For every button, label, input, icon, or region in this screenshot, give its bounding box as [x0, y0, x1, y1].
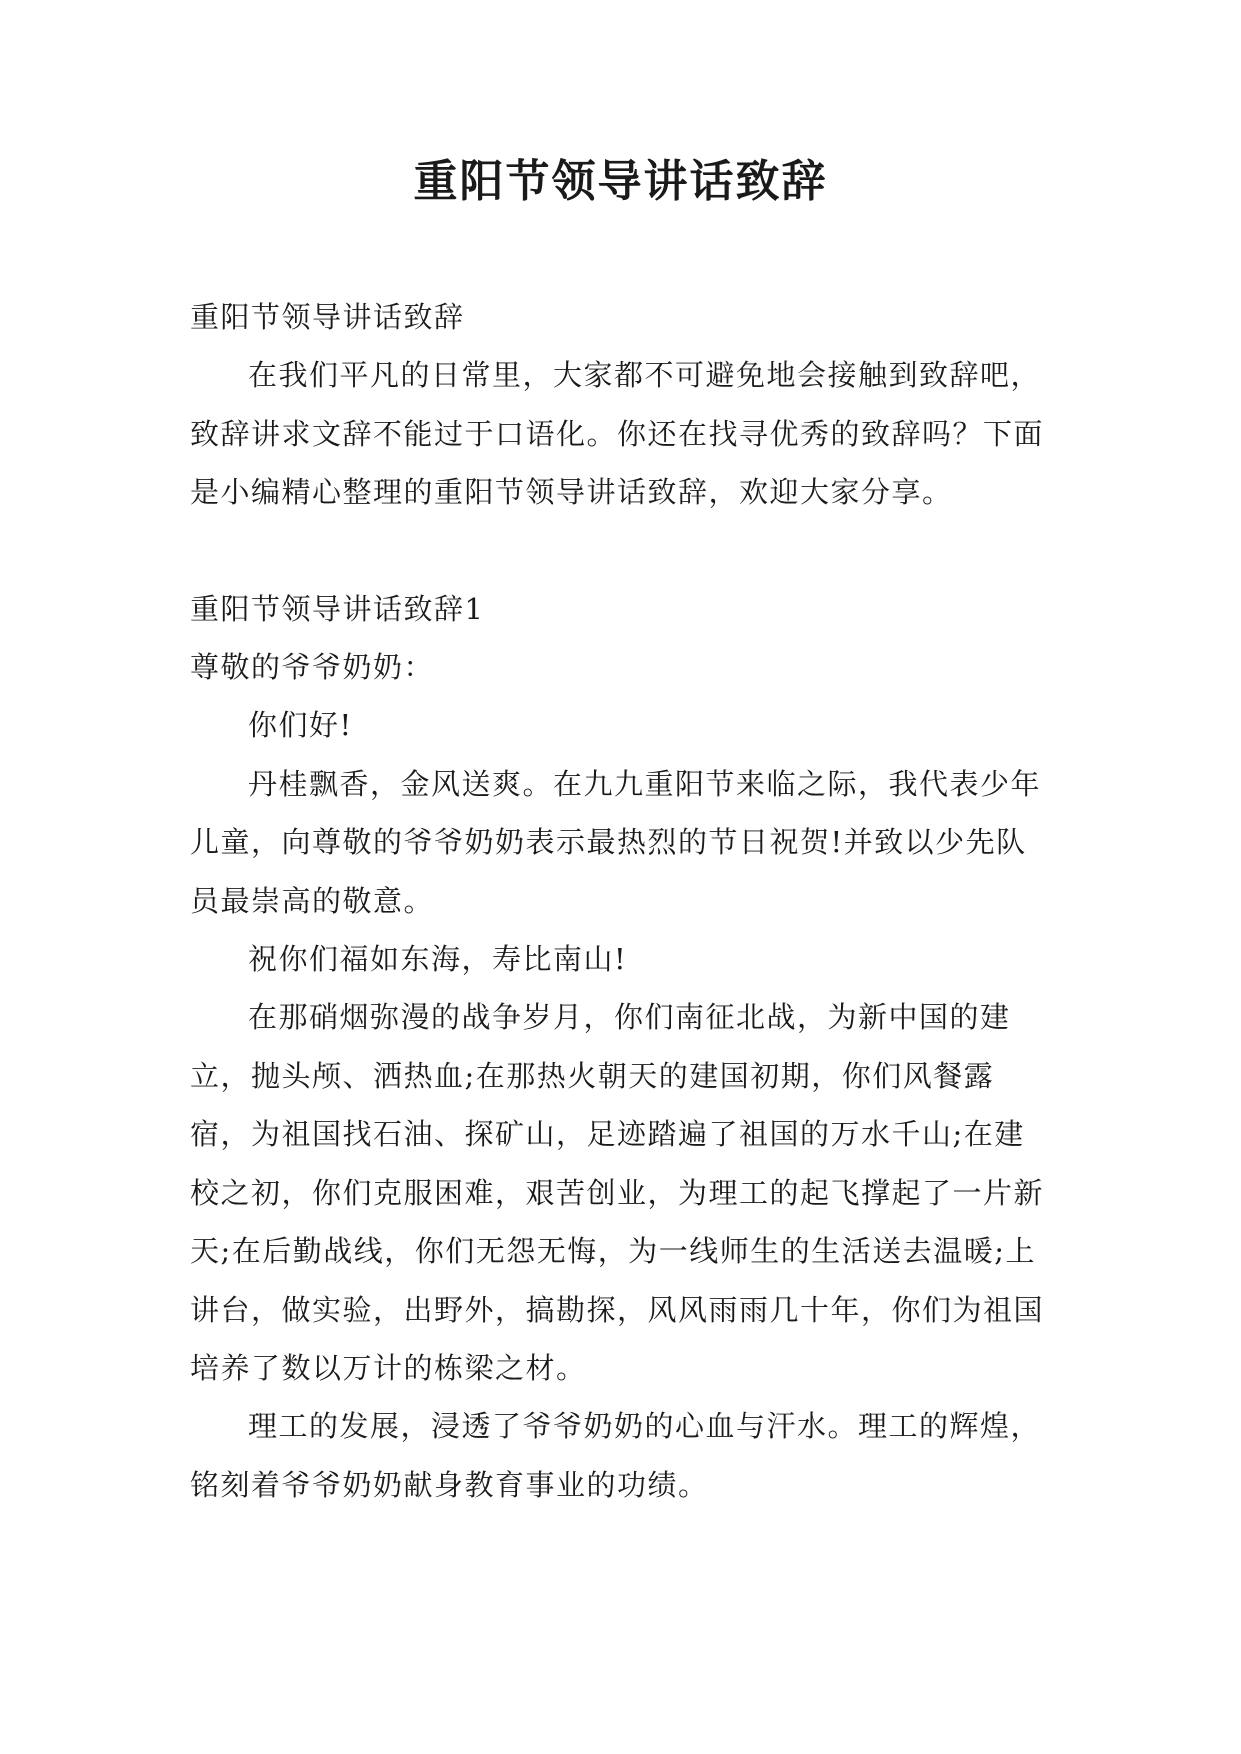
intro-paragraph: 在我们平凡的日常里，大家都不可避免地会接触到致辞吧，致辞讲求文辞不能过于口语化。你还在找寻优秀的致辞吗？下面是小编精心整理的重阳节领导讲话致辞，欢迎大家分享。 — [190, 358, 1045, 510]
document-body — [190, 288, 1050, 1514]
paragraph-wish: 祝你们福如东海，寿比南山! — [248, 942, 628, 977]
paragraph-history: 在那硝烟弥漫的战争岁月，你们南征北战，为新中国的建立，抛头颅、洒热血;在那热火朝天的建国初期，你们风餐露宿，为祖国找石油、探矿山，足迹踏遍了祖国的万水千山;在建校之初，你们克服困难，艰苦创业，为理工的起飞撑起了一片新天;在后勤战线，你们无怨无悔，为一线师生的生活送去温暖;上讲台，做实验，出野外，搞勘探，风风雨雨几十年，你们为祖国培养了数以万计的栋梁之材。 — [190, 1000, 1045, 1385]
paragraph-gap — [190, 522, 1050, 580]
section-heading: 重阳节领导讲话致辞1 — [190, 591, 485, 626]
salutation: 尊敬的爷爷奶奶： — [190, 650, 435, 685]
paragraph-blessing-intro: 丹桂飘香，金风送爽。在九九重阳节来临之际，我代表少年儿童，向尊敬的爷爷奶奶表示最热烈的节日祝贺!并致以少先队员最崇高的敬意。 — [190, 766, 1042, 918]
document-subtitle: 重阳节领导讲话致辞 — [190, 300, 465, 334]
paragraph-achievement: 理工的发展，浸透了爷爷奶奶的心血与汗水。理工的辉煌，铭刻着爷爷奶奶献身教育事业的功绩。 — [190, 1409, 1042, 1502]
document-title: 重阳节领导讲话致辞 — [413, 156, 828, 207]
paragraph-greeting: 你们好! — [248, 708, 353, 743]
